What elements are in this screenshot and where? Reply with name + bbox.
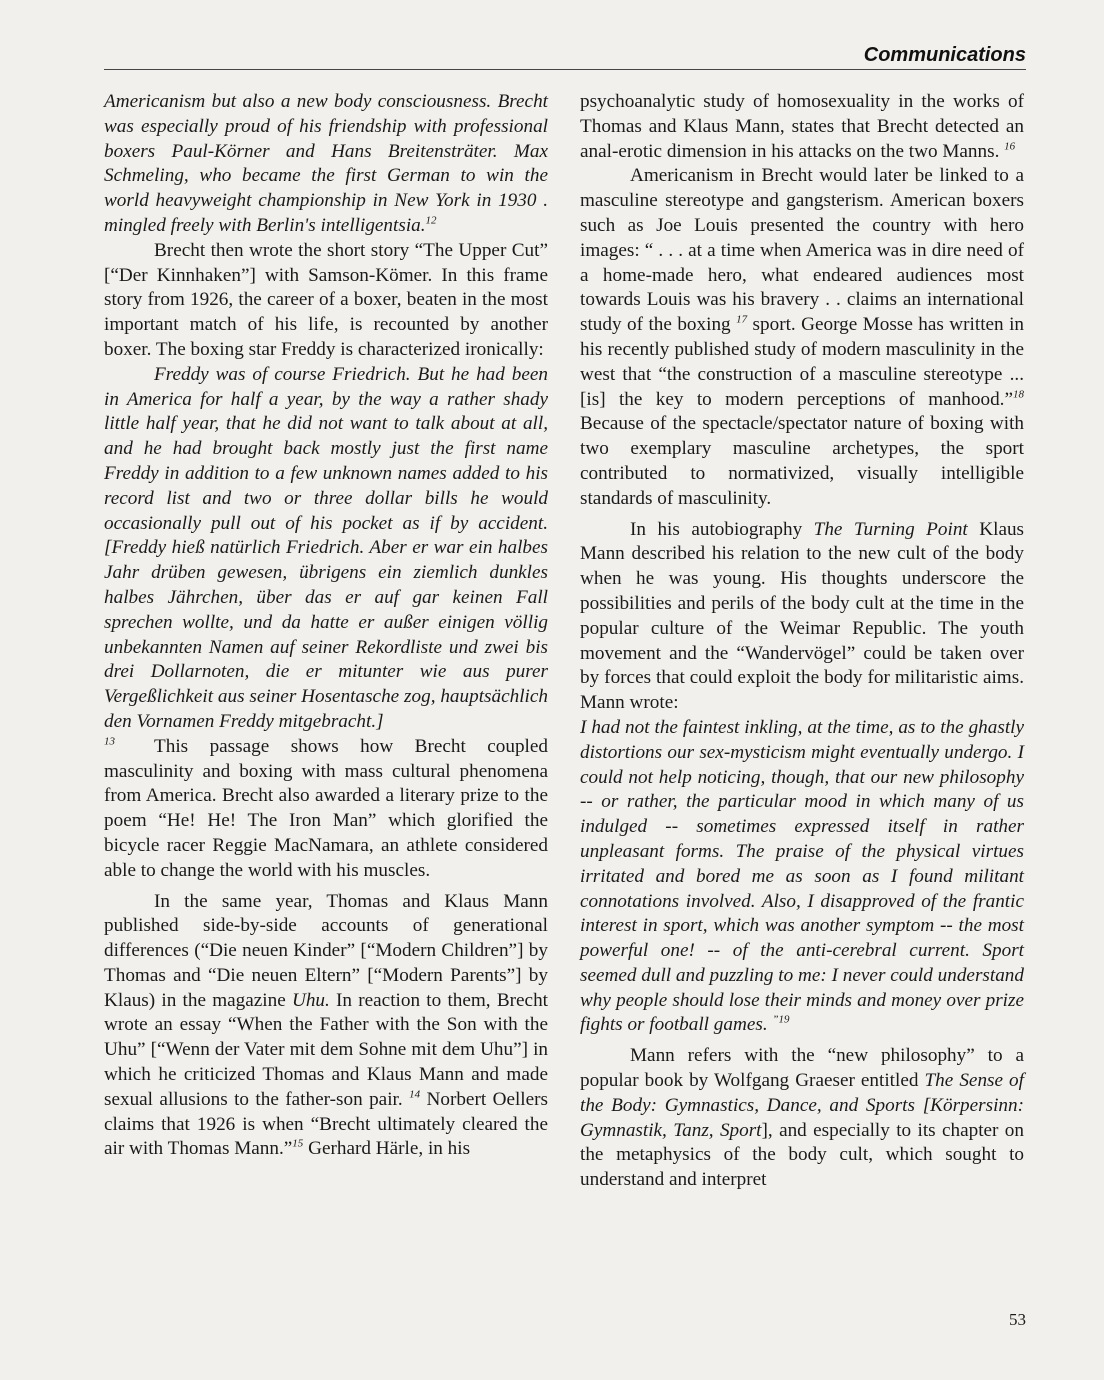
paragraph: This passage shows how Brecht coupled masculinity and boxing with mass cultural phenomena from America. Brecht also awarded a literary prize to the poem “He! He! The Iron Man” which glorified the bicycle racer Reggie MacNamara, an athlete considered able to change the world with his muscles. <box>104 735 548 881</box>
page-number: 53 <box>1009 1310 1026 1329</box>
right-column <box>580 90 1024 1193</box>
book-title: The Sense of the Body: Gymnastics, Dance, and Sports [Körpersinn: Gymnastik, Tanz, Sport <box>580 1070 1024 1141</box>
paragraph: Americanism but also a new body consciousness. Brecht was especially proud of his friendship with professional boxers Paul-Körner and Hans Breitensträter. Max Schmeling, who became the first German to win the world heavyweight championship in New York in 1930 . mingled freely with Berlin's intelligentsia.$^{12}$ <box>104 91 548 236</box>
running-header: Communications <box>863 44 1026 66</box>
footnote-ref[interactable]: 18 <box>1013 388 1024 401</box>
header-divider <box>104 69 1026 70</box>
book-title: The Turning Point <box>813 518 968 540</box>
paragraph: Americanism in Brecht would later be linked to a masculine stereotype and gangsterism. American boxers such as Joe Louis presented the country with hero images: “ . . . at a time when America was in dire need of a home-made hero, what endeared audiences most towards Louis was his bravery . . claims an international study of the boxing $^{17}$ sport. George Mosse has written in his recently published study of modern masculinity in the west that “the construction of a masculine stereotype ... [is] the key to modern perceptions of manhood.”$^{18}$ Because of the spectacle/spectator nature of boxing with two exemplary masculine archetypes, the sport contributed to normativized, visually intelligible standards of masculinity. <box>580 165 1025 509</box>
paragraph: In the same year, Thomas and Klaus Mann published side-by-side accounts of generational differences (“Die neuen Kinder” [“Modern Children”] by Thomas and “Die neuen Eltern” [“Modern Parents”] by Klaus) in the magazine Uhu. In reaction to them, Brecht wrote an essay “When the Father with the Son with the Uhu” [“Wenn der Vater mit dem Sohne mit dem Uhu”] in which he criticized Thomas and Klaus Mann and made sexual allusions to the father-son pair. $^{14}$ Norbert Oellers claims that 1926 is when “Brecht ultimately cleared the air with Thomas Mann.”$^{15}$ Gerhard Härle, in his <box>104 890 548 1160</box>
footnote-ref[interactable]: 12 <box>425 214 437 227</box>
footnote-ref[interactable]: ”19 <box>772 1014 790 1027</box>
block-quote: I had not the faintest inkling, at the time, as to the ghastly distortions our sex-mysticism might eventually undergo. I could not help noticing, though, that our new philosophy -- or rather, the particular mood in which many of us indulged -- sometimes expressed itself in rather unpleasant forms. The praise of the physical virtues irritated and bored me as soon as I found militant connotations involved. Also, I disapproved of the frantic interest in sport, which was another symptom -- the most powerful one! -- of the anti-cerebral current. Sport seemed dull and puzzling to me: I never could understand why people should lose their minds and money over prize fights or football games. $^{”19}$ <box>580 716 1024 1036</box>
footnote-ref[interactable]: 17 <box>736 313 748 326</box>
footnote-ref[interactable]: 15 <box>292 1138 304 1151</box>
block-quote: Freddy was of course Friedrich. But he had been in America for half a year, by the way a rather shady little half year, that he did not want to talk about at all, and he had brought back mostly just the first name Freddy in addition to a few unknown names added to his record list and two or three dollar bills he would occasionally pull out of his pocket as if by accident. [Freddy hieß natürlich Friedrich. Aber er war ein halbes Jahr drüben gewesen, übrigens ein ziemlich dunkles halbes Jährchen, über das er auf gar keinen Fall sprechen wollte, und da hatte er außer einigen völlig unbekannten Namen auf seiner Rekordliste und zwei bis drei Dollarnoten, die er mitunter wie aus purer Vergeßlichkeit aus seiner Hosentasche zog, hauptsächlich den Vornamen Freddy mitgebracht.] $^{13}$ <box>104 363 548 748</box>
footnote-ref[interactable]: 16 <box>1004 140 1016 153</box>
paragraph: Brecht then wrote the short story “The Upper Cut” [“Der Kinnhaken”] with Samson-Kömer. In this frame story from 1926, the career of a boxer, beaten in the most important match of his life, is recounted by another boxer. The boxing star Freddy is characterized ironically: <box>104 239 548 360</box>
magazine-title: Uhu. <box>291 989 330 1011</box>
paragraph: Mann refers with the “new philosophy” to a popular book by Wolfgang Graeser entitled The Sense of the Body: Gymnastics, Dance, and Sports [Körpersinn: Gymnastik, Tanz, Sport], and especially to its chapter on the metaphysics of the body cult, which sought to understand and interpret <box>580 1045 1024 1191</box>
left-column <box>104 90 548 1162</box>
paragraph: In his autobiography The Turning Point Klaus Mann described his relation to the new cult of the body when he was young. His thoughts underscore the possibilities and perils of the body cult at the time in the popular culture of the Weimar Republic. The youth movement and the “Wandervögel” could be taken over by forces that could exploit the body for militaristic aims. Mann wrote: <box>580 518 1025 714</box>
footnote-ref[interactable]: 13 <box>104 735 115 748</box>
paragraph: psychoanalytic study of homosexuality in the works of Thomas and Klaus Mann, states that Brecht detected an anal-erotic dimension in his attacks on the two Manns. $^{16}$ <box>580 91 1024 162</box>
footnote-ref[interactable]: 14 <box>409 1088 421 1101</box>
